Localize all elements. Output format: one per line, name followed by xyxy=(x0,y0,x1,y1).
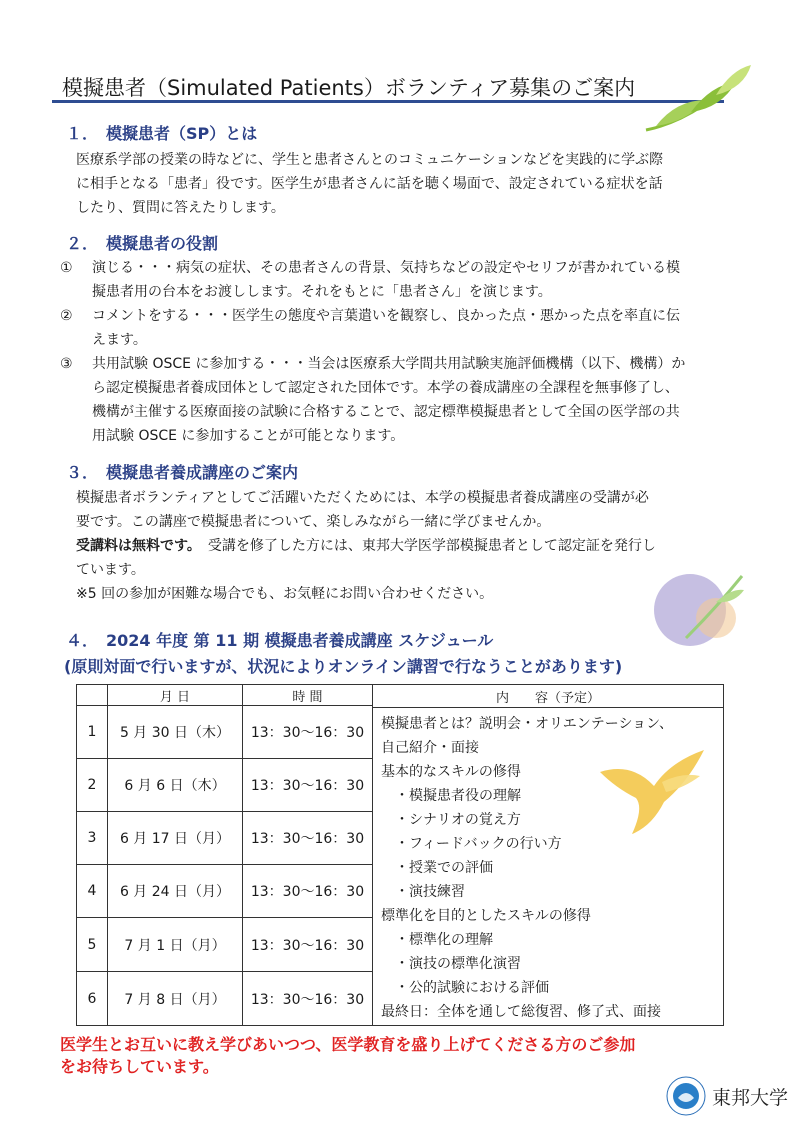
content-line: 最終日：全体を通して総復習、修了式、面接 xyxy=(381,1004,661,1020)
row-date: 7 月 1 日（月） xyxy=(107,917,243,972)
header-content: 内 容（予定） xyxy=(373,685,723,708)
note: ※5 回の参加が困難な場合でも、お気軽にお問い合わせください。 xyxy=(76,586,494,602)
role-item-3: ③ 共用試験 OSCE に参加する・・・当会は医療系大学間共用試験実施評価機構（以下、機構）か ら認定模擬患者養成団体として認定された団体です。本学の養成講座の全課程を無事修了し、 機構が主催する医療面接の試験に合格することで、認定標準模擬患者として全国の医学部の共 用試験 OSCE に参加することが可能となります。 xyxy=(60,356,686,444)
row-date: 6 月 24 日（月） xyxy=(107,864,243,918)
schedule-note: (原則対面で行いますが、状況によりオンライン講習で行なうことがあります) xyxy=(64,657,623,676)
watercolor-circle-icon xyxy=(646,568,750,648)
header-no xyxy=(76,684,108,706)
content-line: 自己紹介・面接 xyxy=(381,740,479,756)
content-line: 標準化を目的としたスキルの修得 xyxy=(381,908,591,924)
header-time: 時 間 xyxy=(242,684,373,706)
university-seal-icon xyxy=(666,1076,706,1116)
content-line: ・フィードバックの行い方 xyxy=(381,836,562,852)
section-3-body: 模擬患者ボランティアとしてご活躍いただくためには、本学の模擬患者養成講座の受講が必 要です。この講座で模擬患者について、楽しみながら一緒に学びませんか。 受講料は無料です。 受講を修了した方には、東邦大学医学部模擬患者として認定証を発行し ています。 ※5 回の参加が困難な場合でも、お気軽にお問い合わせください。 xyxy=(76,486,746,606)
schedule-content-column xyxy=(372,684,724,1026)
row-date: 5 月 30 日（木） xyxy=(107,705,243,759)
title-underline xyxy=(52,100,724,103)
content-line: ・標準化の理解 xyxy=(381,932,493,948)
row-time: 13：30～16：30 xyxy=(242,811,373,865)
row-time: 13：30～16：30 xyxy=(242,917,373,972)
role-item-2: ② コメントをする・・・医学生の態度や言葉遣いを観察し、良かった点・悪かった点を率直に伝 えます。 xyxy=(60,308,680,348)
header-date: 月 日 xyxy=(107,684,243,706)
row-date: 6 月 6 日（木） xyxy=(107,758,243,812)
bird-decoration-icon xyxy=(592,742,712,838)
row-date: 7 月 8 日（月） xyxy=(107,971,243,1026)
row-time: 13：30～16：30 xyxy=(242,971,373,1026)
university-logo-text: 東邦大学 xyxy=(712,1087,789,1109)
section-4-heading: ４． 2024 年度 第 11 期 模擬患者養成講座 スケジュール xyxy=(66,631,494,650)
role-item-1: ① 演じる・・・病気の症状、その患者さんの背景、気持ちなどの設定やセリフが書かれている模 擬患者用の台本をお渡しします。それをもとに「患者さん」を演じます。 xyxy=(60,260,680,300)
page-title: 模擬患者（Simulated Patients）ボランティア募集のご案内 xyxy=(62,76,636,100)
row-no: 1 xyxy=(76,705,108,759)
row-time: 13：30～16：30 xyxy=(242,758,373,812)
content-line: 模擬患者とは？説明会・オリエンテーション、 xyxy=(381,716,674,732)
content-line: ・公的試験における評価 xyxy=(381,980,549,996)
content-line: ・シナリオの覚え方 xyxy=(381,812,521,828)
free-notice: 受講料は無料です。 xyxy=(76,538,194,554)
row-no: 2 xyxy=(76,758,108,812)
section-3-heading: ３． 模擬患者養成講座のご案内 xyxy=(66,463,299,482)
row-no: 6 xyxy=(76,971,108,1026)
content-line: ・演技の標準化演習 xyxy=(381,956,521,972)
section-1-body: 医療系学部の授業の時などに、学生と患者さんとのコミュニケーションなどを実践的に学ぶ際 に相手となる「患者」役です。医学生が患者さんに話を聴く場面で、設定されている症状を話 したり、質問に答えたりします。 xyxy=(76,152,664,216)
content-line: ・演技練習 xyxy=(381,884,465,900)
row-no: 4 xyxy=(76,864,108,918)
row-no: 5 xyxy=(76,917,108,972)
section-1-heading: １． 模擬患者（SP）とは xyxy=(66,124,258,143)
leaf-decoration-icon xyxy=(636,60,756,140)
row-no: 3 xyxy=(76,811,108,865)
row-time: 13：30～16：30 xyxy=(242,705,373,759)
section-2-heading: ２． 模擬患者の役割 xyxy=(66,234,219,253)
row-time: 13：30～16：30 xyxy=(242,864,373,918)
closing-message: 医学生とお互いに教え学びあいつつ、医学教育を盛り上げてくださる方のご参加 をお待ちしています。 xyxy=(60,1035,636,1076)
content-line: ・授業での評価 xyxy=(381,860,493,876)
content-line: ・模擬患者役の理解 xyxy=(381,788,521,804)
content-line: 基本的なスキルの修得 xyxy=(381,764,521,780)
row-date: 6 月 17 日（月） xyxy=(107,811,243,865)
